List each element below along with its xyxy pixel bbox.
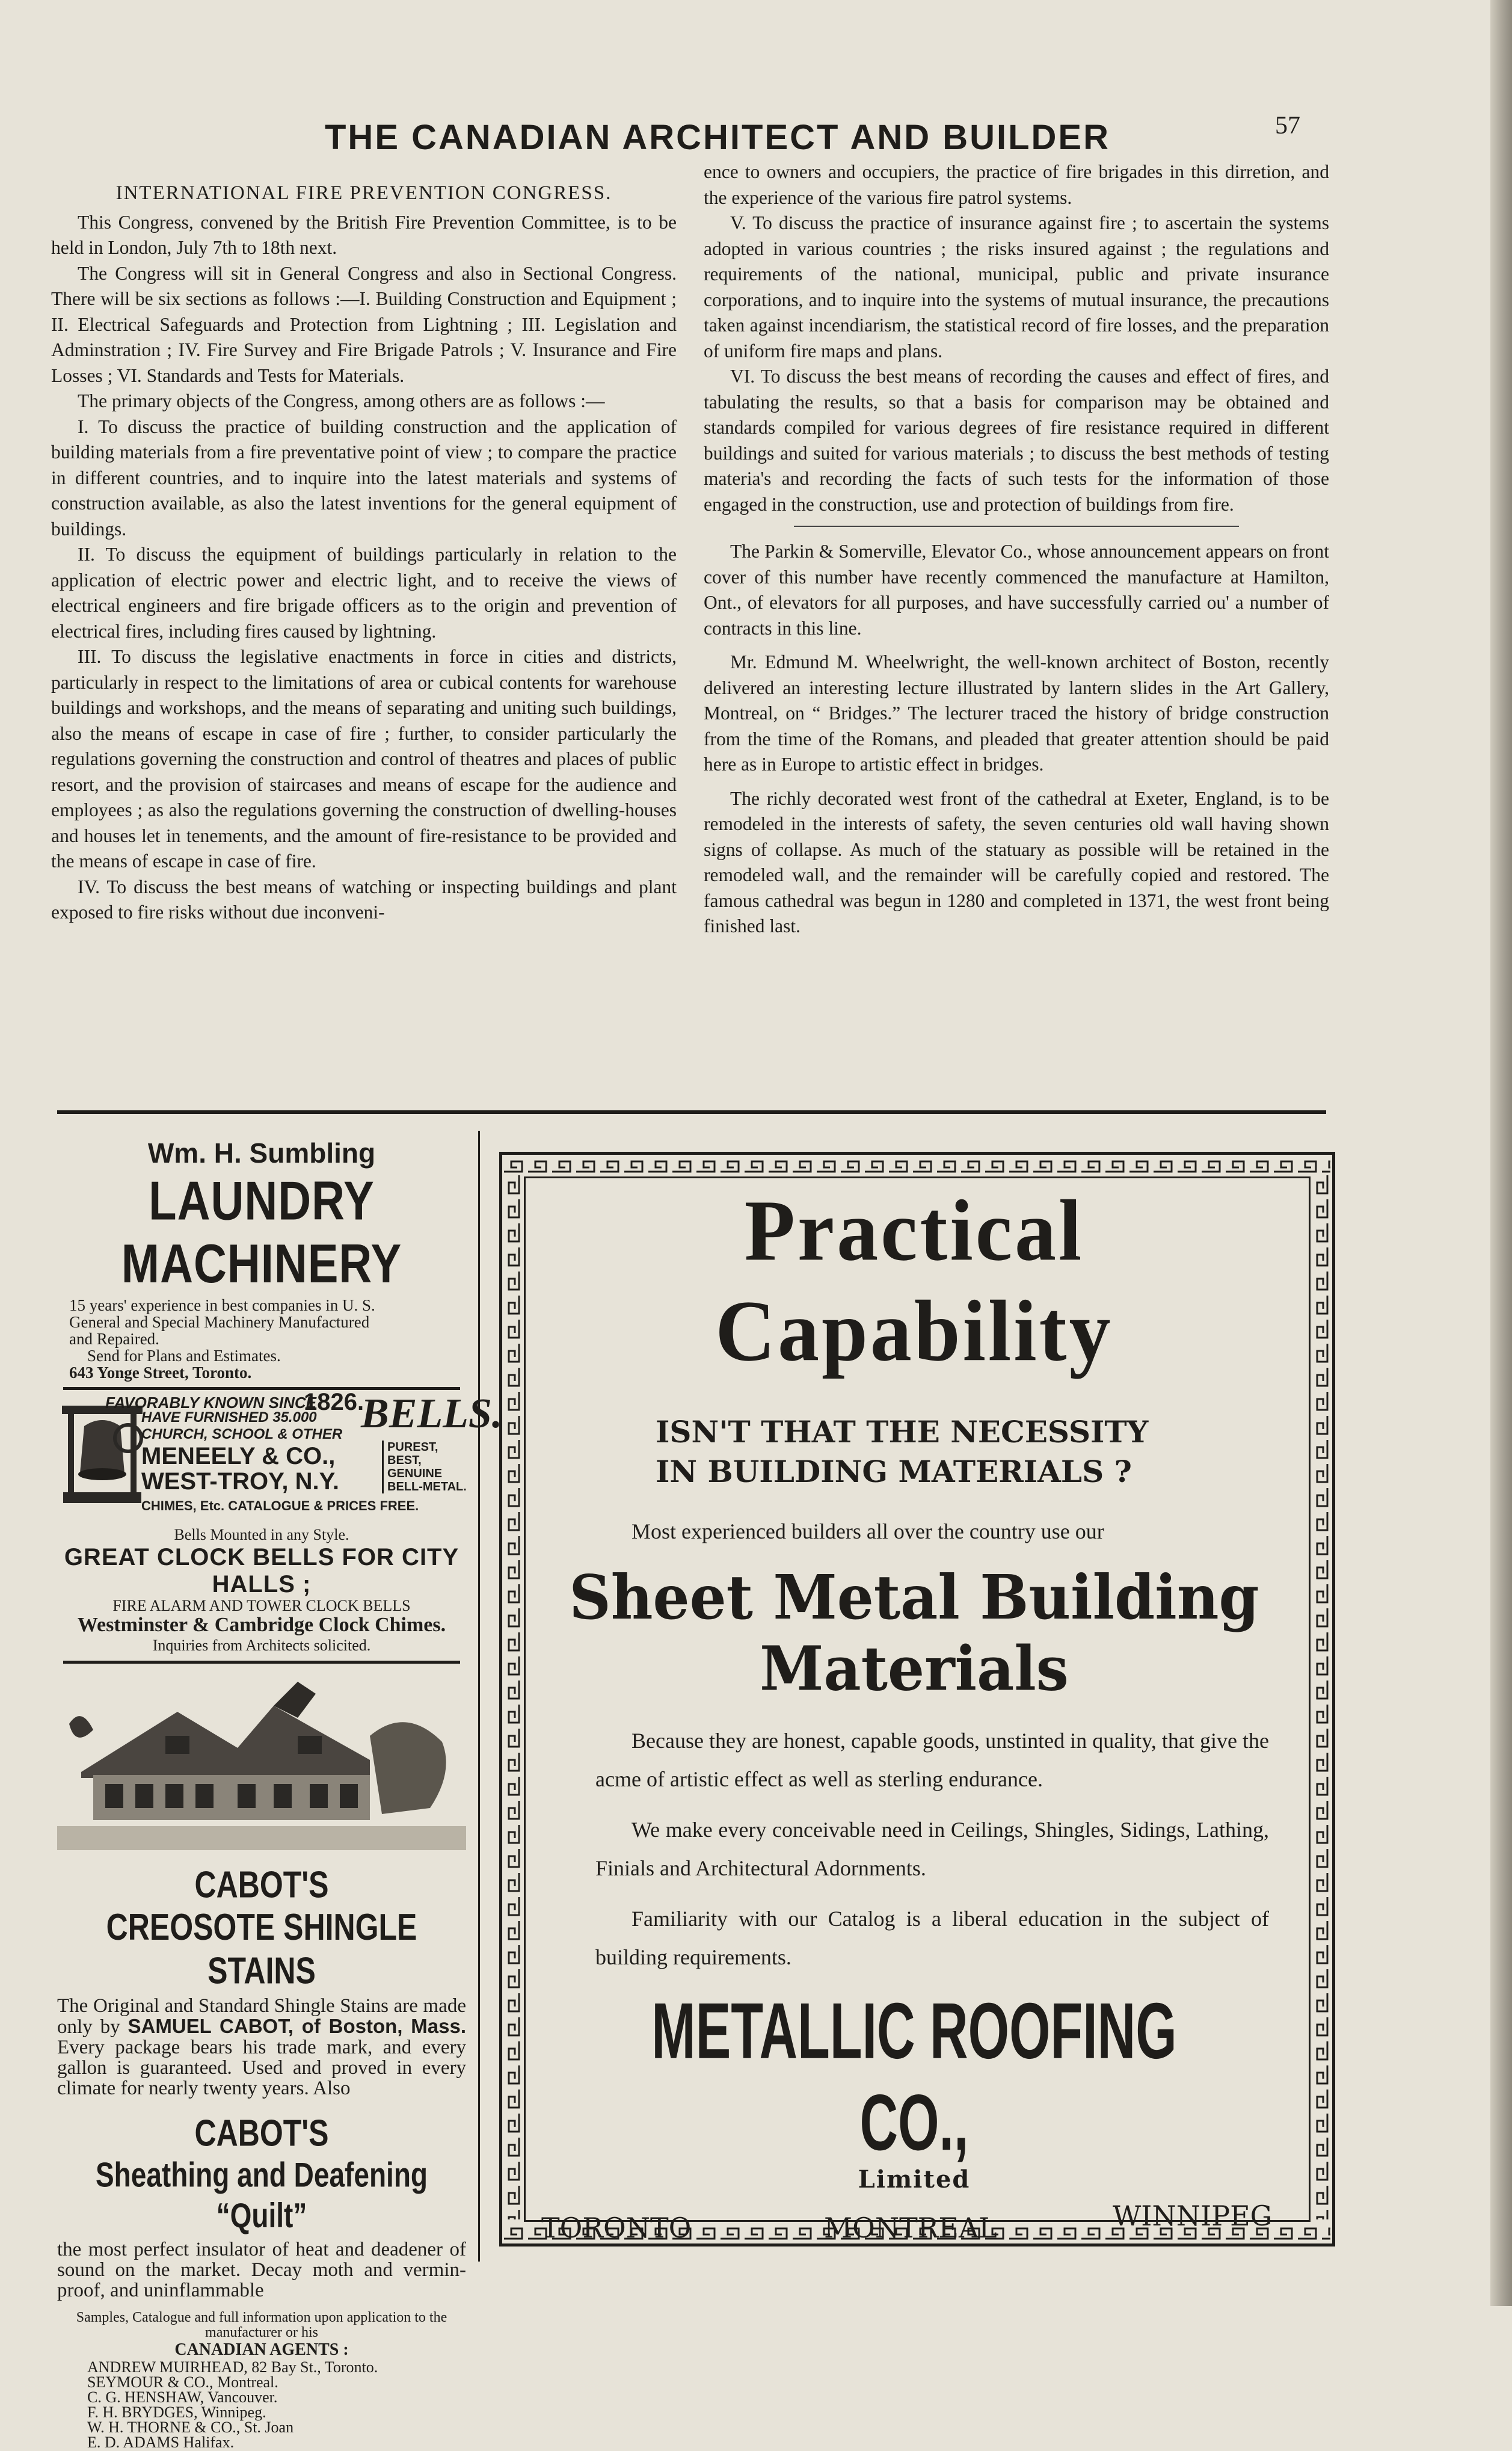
paragraph: ence to owners and occupiers, the practice of fire brigades in this dirretion, and the experience of the various fire patrol systems. — [704, 161, 1329, 208]
ad-line: General and Special Machinery Manufactured — [69, 1313, 370, 1331]
ad-headline: CABOT'S — [194, 1863, 329, 1905]
bells-line: CHIMES, Etc. CATALOGUE & PRICES FREE. — [141, 1498, 419, 1513]
product-headline: Sheet Metal Building Materials — [569, 1561, 1259, 1705]
bells-ad — [51, 1389, 503, 1522]
ad-body — [51, 1996, 472, 2099]
page-number: 57 — [1275, 112, 1300, 140]
paragraph: III. To discuss the legislative enactments in force in cities and districts, particularly in respect to the limitations of area or cubical contents for warehouse buildings and workshops, and the means of separating and uniting such buildings, also the means of escape in case of fire ; further, to consider particularly the regulations governing the construction and control of theatres and places of public resort, and the provision of staircases and means of escape for the audience and employees ; as also the regulations governing the construction of dwelling-houses and houses let in tenements, and the amount of fire-resistance to be provided and the means of escape in case of fire. — [51, 646, 677, 872]
ad-paragraph: Familiarity with our Catalog is a liberal education in the subject of building requirements. — [595, 1907, 1269, 1969]
ad-address: 643 Yonge Street, Toronto. — [69, 1364, 252, 1382]
paragraph: The primary objects of the Congress, among others are as follows :— — [78, 390, 605, 411]
agent-item: C. G. HENSHAW, Vancouver. — [87, 2388, 278, 2406]
sumbling-ad — [51, 1137, 472, 1381]
bells-year: 1826. — [304, 1389, 364, 1415]
city-list — [535, 2200, 1293, 2260]
bells-location: WEST-TROY, N.Y. — [141, 1468, 339, 1495]
news-item: The Parkin & Somerville, Elevator Co., whose announcement appears on front cover of this number have recently commenced the manufacture at Hamilton, Ont., of elevators for all purposes, and have successfully carried ou' a number of contracts in this line. — [704, 541, 1329, 639]
horizontal-divider — [57, 1110, 1326, 1114]
subheadline-line: IN BUILDING MATERIALS ? — [656, 1454, 1132, 1489]
bells-line: Westminster & Cambridge Clock Chimes. — [77, 1614, 446, 1636]
bells-line: FIRE ALARM AND TOWER CLOCK BELLS — [112, 1597, 411, 1614]
paragraph: IV. To discuss the best means of watching or inspecting buildings and plant exposed to fire risks without due inconveni- — [51, 876, 677, 923]
right-article-column — [704, 159, 1329, 939]
ad-text: The Original and Standard Shingle Stains are made only by — [57, 1995, 466, 2038]
news-item: Mr. Edmund M. Wheelwright, the well-known architect of Boston, recently delivered an interesting lecture illustrated by lantern slides in the Art Gallery, Montreal, on “ Bridges.” The lecturer traced the history of bridge construction from the time of the Romans, and pleaded that greater attention should be paid here as in Europe to artistic effect in bridges. — [704, 651, 1329, 775]
ad-headline: CREOSOTE SHINGLE STAINS — [106, 1905, 417, 1992]
bells-company: MENEELY & CO., — [141, 1443, 336, 1469]
ad-headline: CABOT'S — [194, 2112, 329, 2154]
ad-divider — [63, 1661, 460, 1664]
ad-text: Every package bears his trade mark, and every gallon is guaranteed. Used and proved in every climate for nearly twenty years. Also — [57, 2037, 466, 2099]
running-title: THE CANADIAN ARCHITECT AND BUILDER — [325, 118, 1110, 157]
agent-item: F. H. BRYDGES, Winnipeg. — [87, 2403, 266, 2421]
city-winnipeg: WINNIPEG — [1113, 2200, 1273, 2232]
column-separator — [794, 526, 1239, 527]
agent-item: ANDREW MUIRHEAD, 82 Bay St., Toronto. — [87, 2358, 378, 2376]
ad-small-print: Samples, Catalogue and full information upon application to the manufacturer or his — [76, 2310, 447, 2340]
bells-title: BELLS. — [361, 1391, 503, 1437]
bells-line: HAVE FURNISHED 35.000 — [141, 1409, 317, 1425]
subheadline-line: ISN'T THAT THE NECESSITY — [656, 1414, 1149, 1450]
advertisement-column — [51, 1137, 503, 2451]
paragraph: V. To discuss the practice of insurance against fire ; to ascertain the systems adopted in various countries ; the risks insured against ; the regulations and requirements of the national, municipal, public and private insurance corporations, and to inquire into the systems of mutual insurance, the precautions taken against incendiarism, the statistical record of fire losses, and the preparation of uniform fire maps and plans. — [704, 212, 1329, 361]
bells-tagline: FAVORABLY KNOWN SINCE — [105, 1394, 317, 1412]
ad-headline: Sheathing and Deafening “Quilt” — [95, 2154, 428, 2235]
greek-key-border-left — [504, 1175, 522, 2219]
metallic-roofing-ad — [535, 1179, 1293, 2260]
bells-line: CHURCH, SCHOOL & OTHER — [141, 1426, 343, 1442]
ad-line: and Repaired. — [69, 1330, 159, 1348]
bells-quality — [382, 1441, 472, 1493]
paragraph: VI. To discuss the best means of recording the causes and effect of fires, and tabulating the results, so that a basis for comparison may be obtained and standards compiled for various degrees of fire resistance required in different buildings and suited for various materials ; to discuss the best methods of testing materia's and recording the facts of such tests for the information of those engaged in the construction, use and protection of buildings from fire. — [704, 366, 1329, 515]
house-illustration — [57, 1670, 466, 1850]
advertiser-name: Wm. H. Sumbling — [147, 1137, 376, 1169]
greek-key-border-right — [1312, 1175, 1330, 2219]
ad-headline: Practical Capability — [715, 1182, 1113, 1379]
ad-line: Send for Plans and Estimates. — [87, 1347, 281, 1365]
section-title: INTERNATIONAL FIRE PREVENTION CONGRESS. — [115, 182, 612, 204]
bells-quality-line: PUREST, BEST, — [387, 1441, 438, 1467]
agent-item: SEYMOUR & CO., Montreal. — [87, 2373, 278, 2391]
ad-paragraph: Because they are honest, capable goods, unstinted in quality, that give the acme of artistic effect as well as sterling endurance. — [595, 1729, 1269, 1791]
city-toronto: TORONTO — [541, 2212, 692, 2244]
bells-headline: GREAT CLOCK BELLS FOR CITY HALLS ; — [64, 1544, 459, 1598]
ad-subheadline — [535, 1412, 1293, 1492]
ad-headline: LAUNDRY MACHINERY — [121, 1170, 402, 1295]
ad-paragraph: We make every conceivable need in Ceilings, Shingles, Sidings, Lathing, Finials and Architectural Adornments. — [595, 1818, 1269, 1880]
vertical-divider — [478, 1131, 480, 2262]
manufacturer-name: SAMUEL CABOT, of Boston, Mass. — [128, 2015, 467, 2037]
city-montreal: MONTREAL — [824, 2212, 997, 2244]
ad-paragraph: Most experienced builders all over the country use our — [632, 1519, 1104, 1543]
bells-quality-line: GENUINE — [387, 1467, 443, 1480]
ad-line: 15 years' experience in best companies in U. S. — [69, 1296, 375, 1314]
paragraph: I. To discuss the practice of building construction and the application of building materials from a fire preventative point of view ; to compare the practice in different countries, and to inquire into the latest materials and systems of construction available, as also the latest inventions for the general equipment of buildings. — [51, 416, 677, 540]
bell-illustration — [57, 1402, 147, 1510]
news-item: The richly decorated west front of the cathedral at Exeter, England, is to be remodeled in the interests of safety, the seven centuries old wall having shown signs of collapse. As much of the statuary as possible will be retained in the remodeled wall, and the remainder will be carefully copied and restored. The famous cathedral was begun in 1280 and completed in 1371, the west front being finished last. — [704, 787, 1329, 936]
bells-quality-line: BELL-METAL. — [387, 1480, 467, 1493]
page-edge — [1490, 0, 1512, 2306]
agents-title: CANADIAN AGENTS : — [174, 2340, 349, 2359]
bells-line: Bells Mounted in any Style. — [174, 1526, 349, 1543]
agent-item: W. H. THORNE & CO., St. Joan — [87, 2419, 294, 2436]
cabot-ad — [51, 1863, 472, 2451]
company-suffix: Limited — [858, 2165, 971, 2194]
paragraph: This Congress, convened by the British Fire Prevention Committee, is to be held in London, July 7th to 18th next. — [51, 211, 677, 258]
greek-key-border-top — [504, 1157, 1330, 1175]
agent-item: E. D. ADAMS Halifax. — [87, 2434, 235, 2451]
bells-line: Inquiries from Architects solicited. — [152, 1637, 371, 1654]
company-name: METALLIC ROOFING CO., — [651, 1987, 1177, 2167]
paragraph: II. To discuss the equipment of buildings particularly in relation to the application of electric power and electric light, and to receive the views of electrical engineers and fire brigade officers as to the origin and prevention of electrical fires, including fires caused by lightning. — [51, 544, 677, 642]
left-article-column — [51, 180, 677, 926]
agents-list — [51, 2360, 472, 2450]
paragraph: The Congress will sit in General Congress and also in Sectional Congress. There will be six sections as follows :—I. Building Construction and Equipment ; II. Electrical Safeguards and Protection from Lightning ; III. Legislation and Adminstration ; IV. Fire Survey and Fire Brigade Patrols ; V. Insurance and Fire Losses ; VI. Standards and Tests for Materials. — [51, 262, 677, 386]
ad-body: the most perfect insulator of heat and deadener of sound on the market. Decay moth and vermin-proof, and uninflammable — [57, 2239, 466, 2301]
